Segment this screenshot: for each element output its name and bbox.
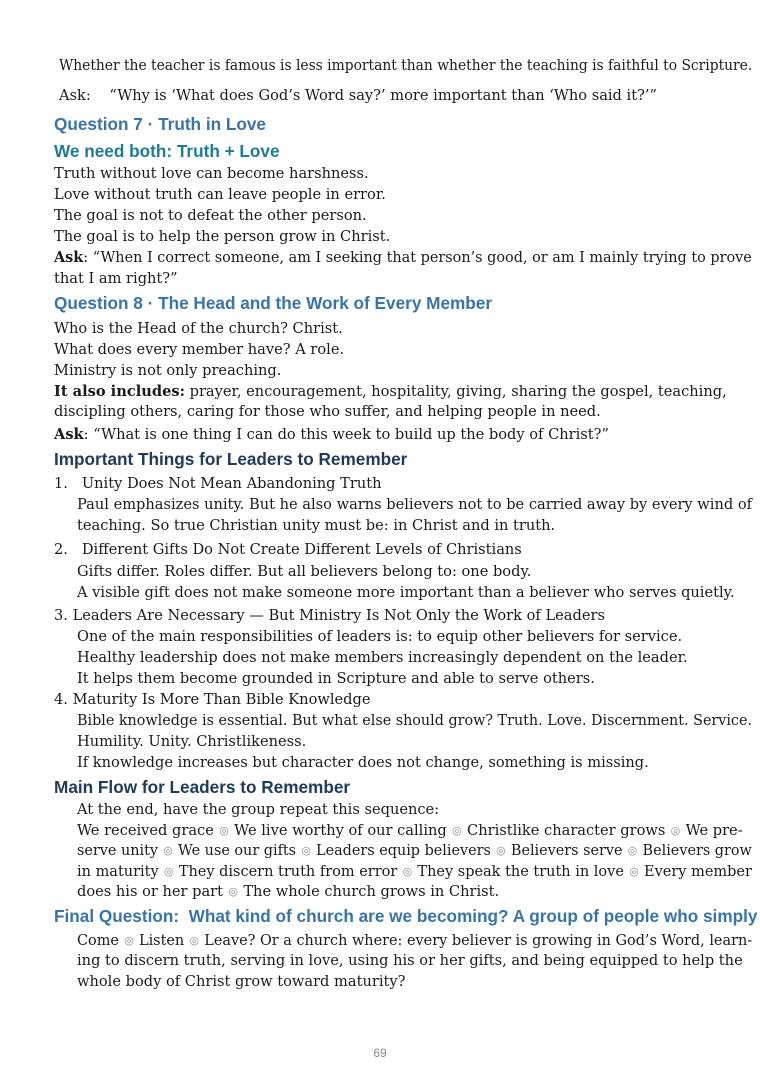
q8-includes-label: It also includes: xyxy=(54,383,185,400)
q7-line: The goal is to help the person grow in Christ. xyxy=(54,228,391,245)
final-step: Leave? Or a church where: every believer is growing in God’s Word, learn- xyxy=(204,932,753,949)
q8-includes-text: prayer, encouragement, hospitality, giving, sharing the gospel, teaching, xyxy=(184,383,727,400)
page-number: 69 xyxy=(373,1046,387,1060)
q7-line: Truth without love can become harshness. xyxy=(54,165,369,182)
q7-ask-label: Ask xyxy=(54,249,84,266)
important-item-line: It helps them become grounded in Scripture and able to serve others. xyxy=(77,670,595,687)
intro-ask xyxy=(59,86,657,106)
flow-step: in maturity xyxy=(77,863,159,880)
flow-step: Believers grow xyxy=(642,842,752,859)
flow-step: does his or her part xyxy=(77,883,224,900)
q8-line: What does every member have? A role. xyxy=(54,341,345,358)
circle-bullet-icon: ◎ xyxy=(219,824,229,837)
circle-bullet-icon: ◎ xyxy=(402,865,413,878)
final-heading: Final Question: What kind of church are we becoming? A group of people who simply xyxy=(54,906,758,926)
q8-includes-continued: discipling others, caring for those who suffer, and helping people in need. xyxy=(54,403,601,420)
flow-step: serve unity xyxy=(77,842,159,859)
flow-step: We received grace xyxy=(77,822,214,839)
important-heading: Important Things for Leaders to Remember xyxy=(54,449,408,469)
intro-ask-prefix: Ask: xyxy=(59,87,91,104)
q7-heading: Question 7 · Truth in Love xyxy=(54,114,266,134)
final-step: Listen xyxy=(138,932,185,949)
final-line: ing to discern truth, serving in love, using his or her gifts, and being equipped to help the xyxy=(77,952,743,969)
q8-heading: Question 8 · The Head and the Work of Every Member xyxy=(54,293,493,313)
important-item-line: Paul emphasizes unity. But he also warns believers not to be carried away by every wind of xyxy=(77,496,753,513)
important-item-title: 4. Maturity Is More Than Bible Knowledge xyxy=(54,691,371,708)
flow-step: Christlike character grows xyxy=(467,822,666,839)
important-item-line: Gifts differ. Roles differ. But all believers belong to: one body. xyxy=(77,563,532,580)
circle-bullet-icon: ◎ xyxy=(629,865,639,878)
flow-step: The whole church grows in Christ. xyxy=(243,883,500,900)
circle-bullet-icon: ◎ xyxy=(301,844,311,857)
important-item-line: If knowledge increases but character does not change, something is missing. xyxy=(77,754,649,771)
flow-row xyxy=(77,821,743,841)
circle-bullet-icon: ◎ xyxy=(496,844,506,857)
circle-bullet-icon: ◎ xyxy=(189,934,199,947)
final-line: whole body of Christ grow toward maturity? xyxy=(77,973,406,990)
flow-step: We pre- xyxy=(685,822,743,839)
circle-bullet-icon: ◎ xyxy=(452,824,462,837)
important-item-title: 2. Different Gifts Do Not Create Different Levels of Christians xyxy=(54,541,522,558)
important-item-line: Bible knowledge is essential. But what else should grow? Truth. Love. Discernment. Service. xyxy=(77,712,752,729)
q8-line: Who is the Head of the church? Christ. xyxy=(54,320,343,337)
important-item-line: Humility. Unity. Christlikeness. xyxy=(77,733,307,750)
q8-includes xyxy=(54,382,727,402)
flow-row xyxy=(77,862,752,882)
flow-row xyxy=(77,841,752,861)
important-item-title: 3. Leaders Are Necessary — But Ministry Is Not Only the Work of Leaders xyxy=(54,607,605,624)
intro-line: Whether the teacher is famous is less important than whether the teaching is faithful to Scripture. xyxy=(59,57,753,74)
circle-bullet-icon: ◎ xyxy=(228,885,238,898)
q7-ask xyxy=(54,248,752,268)
flow-step: Believers serve xyxy=(510,842,623,859)
flow-intro: At the end, have the group repeat this sequence: xyxy=(77,801,440,818)
circle-bullet-icon: ◎ xyxy=(124,934,134,947)
q8-ask-label: Ask xyxy=(54,426,84,443)
q8-ask-text: : “What is one thing I can do this week to build up the body of Christ?” xyxy=(83,426,609,443)
q8-ask xyxy=(54,425,609,445)
q7-line: Love without truth can leave people in error. xyxy=(54,186,386,203)
q8-line: Ministry is not only preaching. xyxy=(54,362,282,379)
circle-bullet-icon: ◎ xyxy=(670,824,681,837)
flow-step: We live worthy of our calling xyxy=(234,822,447,839)
important-item-title: 1. Unity Does Not Mean Abandoning Truth xyxy=(54,475,382,492)
important-item-line: A visible gift does not make someone more important than a believer who serves quietly. xyxy=(77,584,735,601)
circle-bullet-icon: ◎ xyxy=(627,844,638,857)
flow-heading: Main Flow for Leaders to Remember xyxy=(54,777,351,797)
flow-step: They discern truth from error xyxy=(178,863,398,880)
flow-row xyxy=(77,882,499,902)
final-row xyxy=(77,931,752,951)
circle-bullet-icon: ◎ xyxy=(163,865,174,878)
flow-step: We use our gifts xyxy=(177,842,297,859)
flow-step: Every member xyxy=(644,863,752,880)
important-item-line: One of the main responsibilities of leaders is: to equip other believers for service. xyxy=(77,628,683,645)
q7-line: The goal is not to defeat the other person. xyxy=(54,207,367,224)
q7-ask-text: : “When I correct someone, am I seeking that person’s good, or am I mainly trying to prove xyxy=(83,249,752,266)
circle-bullet-icon: ◎ xyxy=(163,844,173,857)
important-item-line: Healthy leadership does not make members increasingly dependent on the leader. xyxy=(77,649,688,666)
q7-ask-continued: that I am right?” xyxy=(54,270,178,287)
flow-step: Leaders equip believers xyxy=(316,842,491,859)
q7-subheading: We need both: Truth + Love xyxy=(54,141,280,161)
important-item-line: teaching. So true Christian unity must be: in Christ and in truth. xyxy=(77,517,556,534)
flow-step: They speak the truth in love xyxy=(417,863,624,880)
final-step: Come xyxy=(77,932,119,949)
intro-ask-text: “Why is ‘What does God’s Word say?’ more important than ‘Who said it?’” xyxy=(109,87,657,104)
